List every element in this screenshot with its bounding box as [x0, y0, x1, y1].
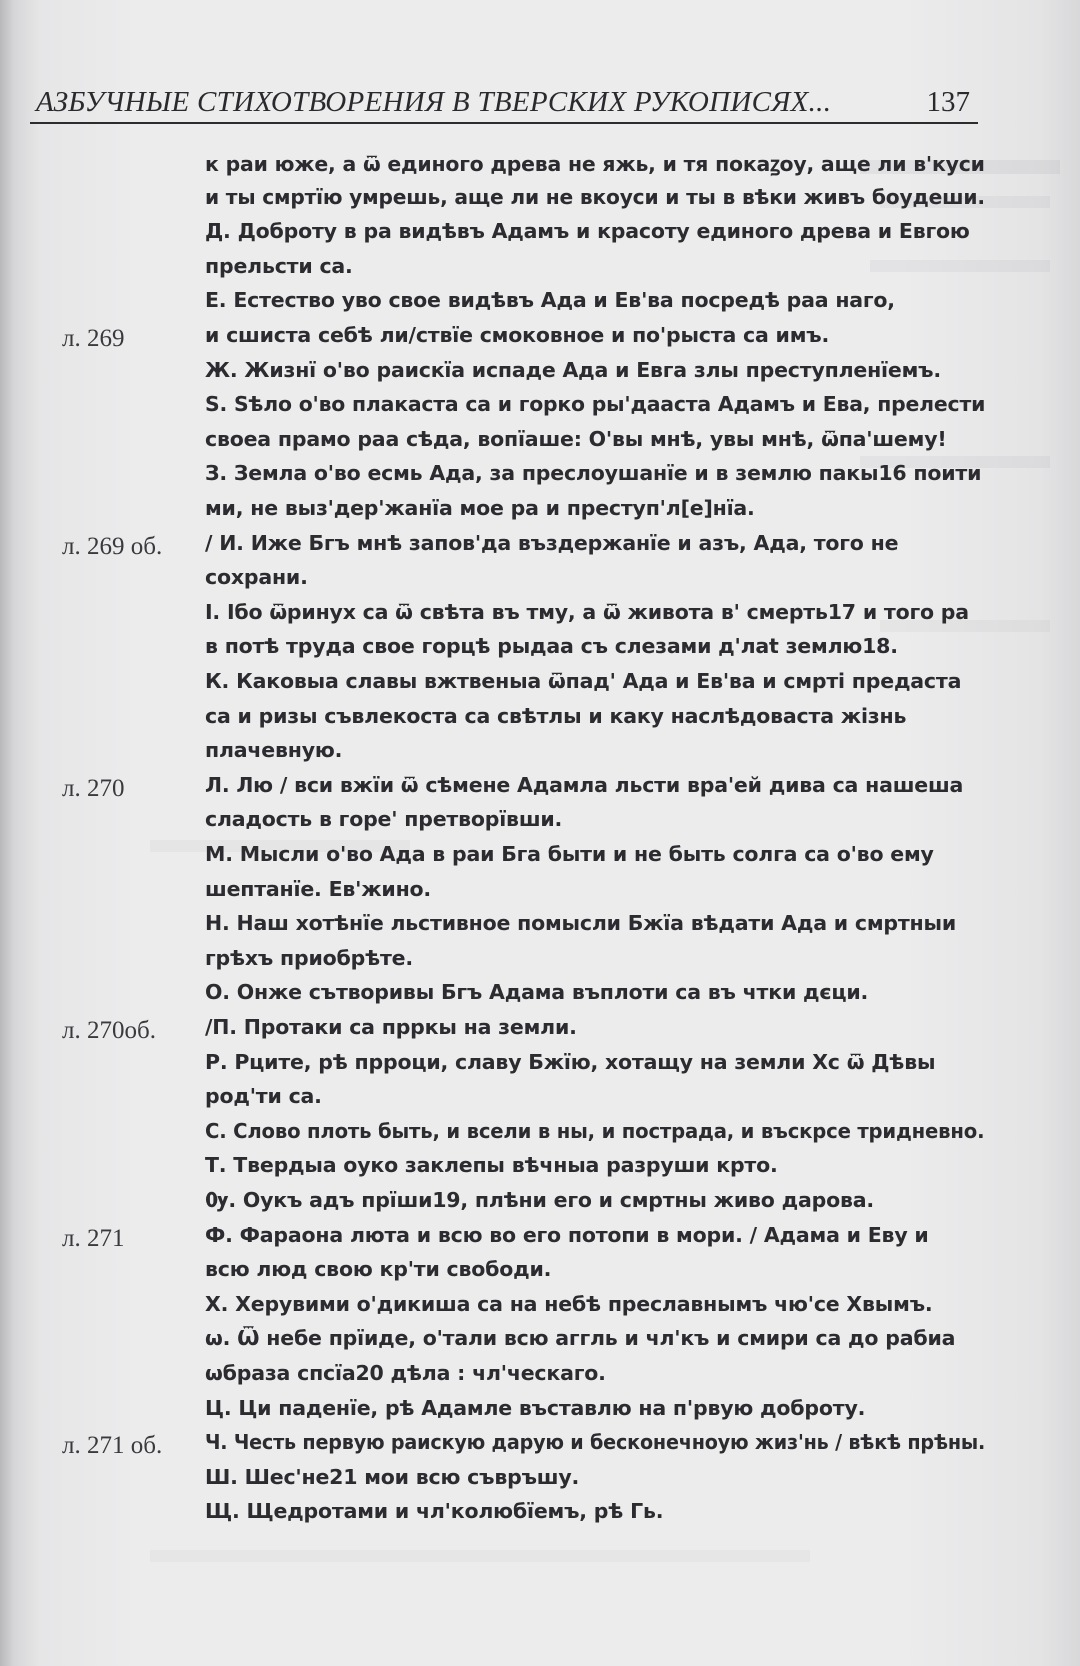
verse-line: к раи юже, а ѿ единого древа не яжь, и тя покаꙁоу, аще ли в'куси	[205, 152, 985, 176]
verse-line: ми, не выз'дер'жанїа мое ра и преступ'л[е]нїа.	[205, 496, 755, 520]
text-line	[0, 600, 1080, 632]
verse-line: К. Каковыа славы вжтвеныа ѿпад' Ада и Ев'ва и смрті предаста	[205, 669, 962, 693]
text-line	[0, 150, 1080, 182]
text-line	[0, 1257, 1080, 1289]
text-line	[0, 1119, 1080, 1151]
text-line	[0, 358, 1080, 390]
text-line	[0, 877, 1080, 909]
text-line	[0, 842, 1080, 874]
text-line	[0, 773, 1080, 805]
folio-marker: л. 270об.	[62, 1017, 156, 1044]
text-line	[0, 288, 1080, 320]
verse-line: Л. Лю / вси вжїи ѿ сѣмене Адамла льсти вра'ей дива са нашеша	[205, 772, 964, 797]
text-line	[0, 461, 1080, 493]
text-line	[0, 1361, 1080, 1393]
verse-line: М. Мысли о'во Ада в раи Бга быти и не быть солга са о'во ему	[205, 842, 934, 866]
text-line	[0, 531, 1080, 563]
verse-line: и ты смртїю умрешь, аще ли не вкоуси и ты в вѣки живъ боудеши.	[205, 184, 985, 209]
text-line	[0, 1465, 1080, 1497]
verse-line: сохрани.	[205, 565, 308, 590]
text-line	[0, 1223, 1080, 1255]
text-line	[0, 496, 1080, 528]
text-line	[0, 219, 1080, 251]
text-line	[0, 1326, 1080, 1358]
folio-marker: л. 271	[62, 1224, 125, 1252]
text-line	[0, 1153, 1080, 1185]
header-title: АЗБУЧНЫЕ СТИХОТВОРЕНИЯ В ТВЕРСКИХ РУКОПИСЯХ...	[36, 86, 832, 118]
text-line	[0, 980, 1080, 1012]
text-line	[0, 1499, 1080, 1531]
text-line	[0, 1015, 1080, 1047]
text-line	[0, 254, 1080, 286]
verse-line: ѡ. Ѿ небе прїиде, о'тали всю аггль и чл'къ и смири са до рабиа	[205, 1326, 956, 1351]
text-line	[0, 427, 1080, 459]
verse-line: плачевную.	[205, 738, 343, 763]
verse-line: / И. Иже Бгъ мнѣ запов'да въздержанїе и азъ, Ада, того не	[205, 530, 899, 555]
verse-line: З. Земла о'во есмь Ада, за преслоушанїе и в землю пакы16 поити	[205, 461, 982, 486]
text-line	[0, 1430, 1080, 1462]
verse-line: /П. Протаки са прркы на земли.	[205, 1015, 577, 1039]
text-line	[0, 1050, 1080, 1082]
verse-line: са и ризы съвлекоста са свѣтлы и каку наслѣдоваста жізнь	[205, 703, 907, 728]
text-line	[0, 323, 1080, 355]
text-line	[0, 807, 1080, 839]
verse-line: Ш. Шес'не21 мои всю съвръшу.	[205, 1464, 580, 1489]
folio-marker: л. 271 об.	[62, 1432, 163, 1460]
running-header	[30, 78, 978, 124]
verse-line: Щ. Щедротами и чл'колюбїемъ, рѣ Гь.	[205, 1499, 664, 1524]
verse-line: ѡбраза спсїа20 дѣла : чл'ческаго.	[205, 1361, 606, 1385]
text-line	[0, 704, 1080, 736]
verse-line: в потѣ труда свое горцѣ рыдаа съ слезами д'лаt землю18.	[205, 634, 898, 659]
verse-line: Р. Рците, рѣ прроци, славу Бжїю, хотащу на земли Хс ѿ Дѣвы	[205, 1049, 936, 1074]
folio-marker: л. 269 об.	[62, 532, 163, 560]
text-line	[0, 634, 1080, 666]
text-line	[0, 1292, 1080, 1324]
verse-line: Е. Естество уво свое видѣвъ Ада и Ев'ва посредѣ раа наго,	[205, 288, 895, 313]
text-line	[0, 1188, 1080, 1220]
verse-line: сладость в горе' претворївши.	[205, 807, 563, 832]
verse-line: Ч. Честь первую раискую дарую и бесконечноую жиз'нь / вѣкѣ прѣны.	[205, 1430, 986, 1455]
bleed-through	[150, 1550, 810, 1562]
verse-line: Ж. Жизнї о'во раискїа испаде Ада и Евга злы преступленїемъ.	[205, 357, 941, 382]
verse-line: Н. Наш хотѣнїе льстивное помысли Бжїа вѣдати Ада и смртныи	[205, 911, 957, 936]
verse-line: всю люд свою кр'ти свободи.	[205, 1257, 552, 1282]
verse-line: Д. Доброту в ра видѣвъ Адамъ и красоту единого древа и Евгою	[205, 219, 970, 244]
text-line	[0, 946, 1080, 978]
text-line	[0, 185, 1080, 217]
verse-line: прельсти са.	[205, 253, 353, 278]
verse-line: грѣхъ приобрѣте.	[205, 945, 413, 970]
verse-line: Ѕ. Ѕѣло о'во плакаста са и горко ры'дааста Адамъ и Ева, прелести	[205, 392, 986, 417]
text-line	[0, 738, 1080, 770]
folio-marker: л. 270	[62, 774, 125, 802]
verse-line: Ц. Ци паденїе, рѣ Адамле въставлю на п'рвую доброту.	[205, 1395, 866, 1420]
page-number: 137	[926, 86, 970, 118]
verse-line: Ѹ. Оукъ адъ прїши19, плѣни его и смртны живо дарова.	[205, 1188, 874, 1212]
verse-line: Т. Твердыа оуко заклепы вѣчныа разруши крто.	[205, 1153, 778, 1178]
verse-line: шептанїе. Ев'жино.	[205, 876, 432, 901]
verse-line: род'ти са.	[205, 1084, 322, 1109]
text-line	[0, 565, 1080, 597]
verse-line: С. Слово плоть быть, и всели в ны, и пострада, и въскрсе тридневно.	[205, 1118, 985, 1143]
text-line	[0, 669, 1080, 701]
verse-line: своеа прамо раа сѣда, вопїаше: О'вы мнѣ, увы мнѣ, ѿпа'шему!	[205, 426, 947, 451]
verse-line: Х. Херувими о'дикиша са на небѣ преславнымъ чю'се Хвымъ.	[205, 1291, 933, 1316]
text-line	[0, 392, 1080, 424]
folio-marker: л. 269	[62, 325, 125, 352]
text-line	[0, 911, 1080, 943]
text-line	[0, 1084, 1080, 1116]
verse-line: Ф. Фараона люта и всю во его потопи в мори. / Адама и Еву и	[205, 1222, 929, 1247]
verse-line: І. Ібо ѿринух са ѿ свѣта въ тму, а ѿ живота в' смерть17 и того ра	[205, 599, 969, 624]
verse-line: О. Онже сътворивы Бгъ Адама въплоти са въ чтки дєци.	[205, 980, 869, 1005]
verse-line: и сшиста себѣ ли/ствїе смоковное и по'рыста са имъ.	[205, 323, 830, 347]
text-line	[0, 1396, 1080, 1428]
